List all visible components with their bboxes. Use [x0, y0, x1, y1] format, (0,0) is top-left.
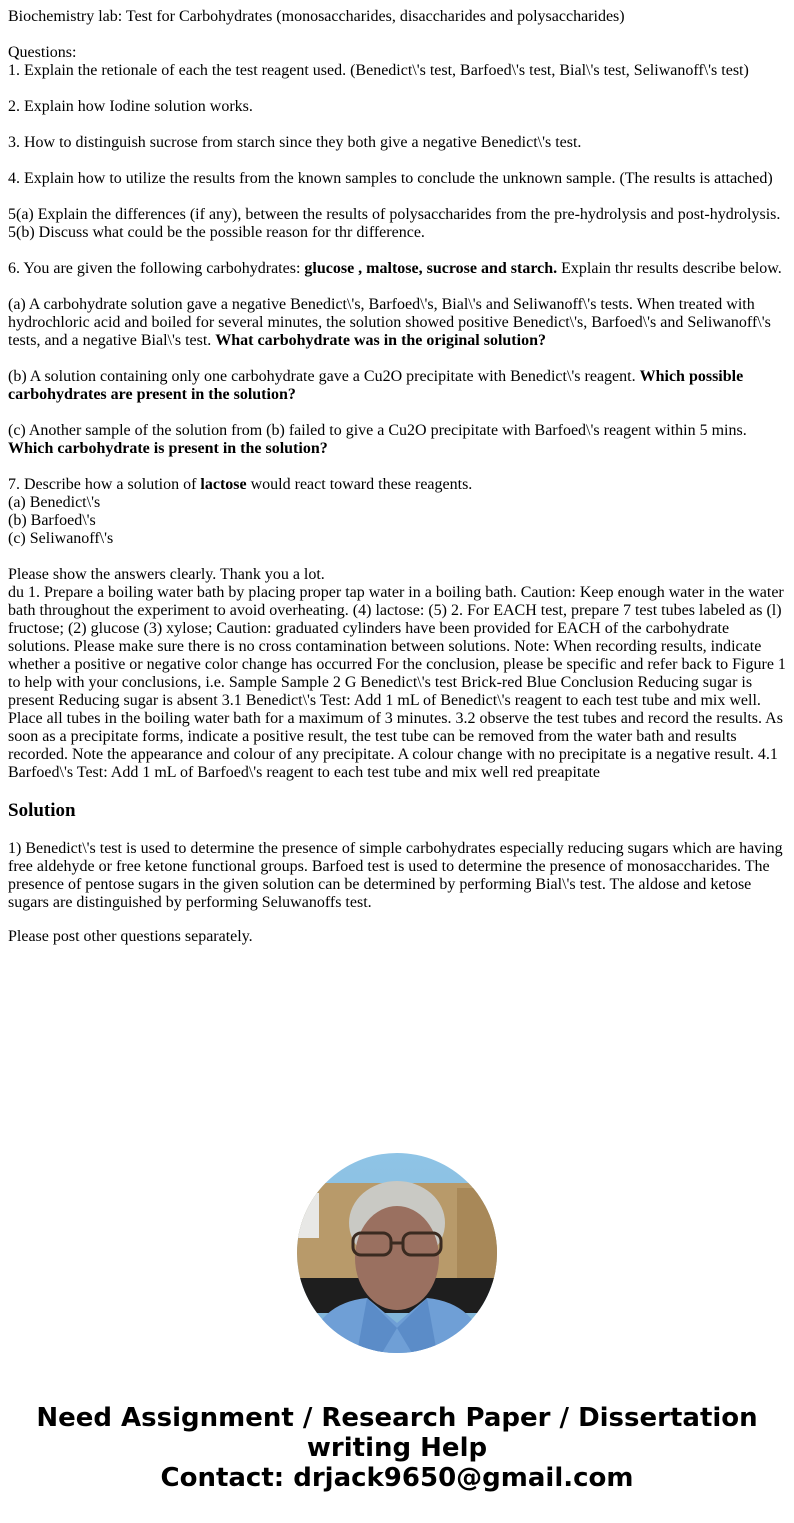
portrait-icon — [297, 1153, 497, 1353]
question-6c: (c) Another sample of the solution from (b) failed to give a Cu2O precipitate with Barfoed\'s reagent within 5 mins. Which carbohydrate is present in the solution? — [8, 422, 747, 457]
promo-contact: Contact: drjack9650@gmail.com — [160, 1463, 634, 1493]
solution-note: Please post other questions separately. — [8, 928, 253, 945]
question-7a: (a) Benedict\'s — [8, 494, 101, 511]
closing-note: Please show the answers clearly. Thank you a lot. — [8, 566, 325, 583]
promo-line-2: writing Help — [306, 1433, 488, 1463]
document-body — [8, 8, 788, 962]
promo-banner — [0, 1403, 794, 1493]
question-3: 3. How to distinguish sucrose from starch since they both give a negative Benedict\'s test. — [8, 134, 582, 151]
promo-line-1: Need Assignment / Research Paper / Dissertation — [36, 1403, 758, 1433]
questions-label: Questions: — [8, 44, 77, 61]
question-6b: (b) A solution containing only one carbohydrate gave a Cu2O precipitate with Benedict\'s reagent. Which possible carbohydrates are present in the solution? — [8, 368, 744, 403]
question-7c: (c) Seliwanoff\'s — [8, 530, 114, 547]
question-6-carbohydrates: glucose , maltose, sucrose and starch. — [304, 260, 558, 277]
question-6: 6. You are given the following carbohydrates: glucose , maltose, sucrose and starch. Explain thr results describe below. — [8, 260, 782, 277]
solution-heading: Solution — [8, 800, 76, 821]
question-5a: 5(a) Explain the differences (if any), between the results of polysaccharides from the pre-hydrolysis and post-hydrolysis. — [8, 206, 781, 223]
question-5b: 5(b) Discuss what could be the possible reason for thr difference. — [8, 224, 425, 241]
avatar — [297, 1153, 497, 1353]
question-4: 4. Explain how to utilize the results from the known samples to conclude the unknown sample. (The results is attached) — [8, 170, 773, 187]
solution-answer: 1) Benedict\'s test is used to determine the presence of simple carbohydrates especially reducing sugars which are having free aldehyde or free ketone functional groups. Barfoed test is used to determine the presence of monosaccharides. The presence of pentose sugars in the given solution can be determined by performing Bial\'s test. The aldose and ketose sugars are distinguished by performing Seluwanoffs test. — [8, 840, 783, 911]
question-6a: (a) A carbohydrate solution gave a negative Benedict\'s, Barfoed\'s, Bial\'s and Seliwanoff\'s tests. When treated with hydrochloric acid and boiled for several minutes, the solution showed positive Benedict\'s, Barfoed\'s and Seliwanoff\'s tests, and a negative Bial\'s test. What carbohydrate was in the original solution? — [8, 296, 771, 349]
question-7: 7. Describe how a solution of lactose would react toward these reagents. — [8, 476, 473, 493]
question-2: 2. Explain how Iodine solution works. — [8, 98, 253, 115]
question-7b: (b) Barfoed\'s — [8, 512, 96, 529]
question-1: 1. Explain the retionale of each the test reagent used. (Benedict\'s test, Barfoed\'s test, Bial\'s test, Seliwanoff\'s test) — [8, 62, 749, 79]
question-title: Biochemistry lab: Test for Carbohydrates (monosaccharides, disaccharides and polysaccharides) — [8, 8, 625, 25]
procedure-text: du 1. Prepare a boiling water bath by placing proper tap water in a boiling bath. Caution: Keep enough water in the water bath throughout the experiment to avoid overheating. (4) lactose: (5) 2. For EACH test, prepare 7 test tubes labeled as (l) fructose; (2) glucose (3) xylose; Caution: graduated cylinders have been provided for EACH of the carbohydrate solutions. Please make sure there is no cross contamination between solutions. Note: When recording results, indicate whether a positive or negative color change has occurred For the conclusion, please be specific and refer back to Figure 1 to help with your conclusions, i.e. Sample Sample 2 G Benedict\'s test Brick-red Blue Conclusion Reducing sugar is present Reducing sugar is absent 3.1 Benedict\'s Test: Add 1 mL of Benedict\'s reagent to each test tube and mix well. Place all tubes in the boiling water bath for a maximum of 3 minutes. 3.2 observe the test tubes and record the results. As soon as a precipitate forms, indicate a positive result, the test tube can be removed from the water bath and results recorded. Note the appearance and colour of any precipitate. A colour change with no precipitate is a negative result. 4.1 Barfoed\'s Test: Add 1 mL of Barfoed\'s reagent to each test tube and mix well red preapitate — [8, 584, 786, 781]
